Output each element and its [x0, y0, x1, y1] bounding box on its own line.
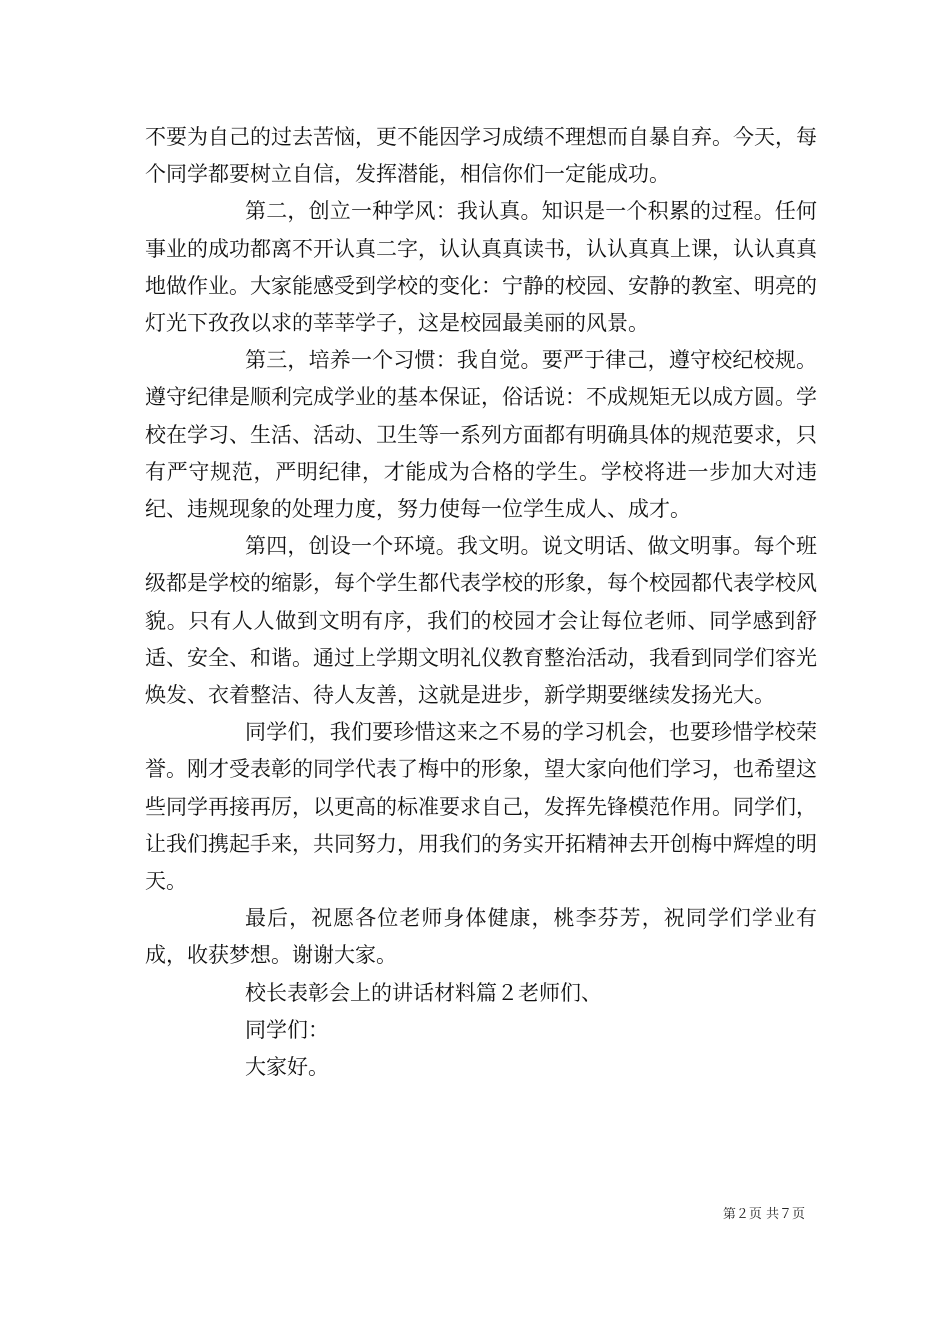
greeting: 大家好。: [245, 1055, 329, 1080]
paragraph-second-point: 第二，创立一种学风：我认真。知识是一个积累的过程。任何事业的成功都离不开认真二字，认认真真读书，认认真真上课，认认真真地做作业。大家能感受到学校的变化：宁静的校园、安静的教室、明亮的灯光下孜孜以求的莘莘学子，这是校园最美丽的风景。: [145, 199, 817, 336]
paragraph-fourth-point: 第四，创设一个环境。我文明。说文明话、做文明事。每个班级都是学校的缩影，每个学生都代表学校的形象，每个校园都代表学校风貌。只有人人做到文明有序，我们的校园才会让每位老师、同学感到舒适、安全、和谐。通过上学期文明礼仪教育整治活动，我看到同学们容光焕发、衣着整洁、待人友善，这就是进步，新学期要继续发扬光大。: [145, 534, 817, 708]
document-body: [145, 119, 817, 1086]
paragraph-appeal: 同学们，我们要珍惜这来之不易的学习机会，也要珍惜学校荣誉。刚才受表彰的同学代表了梅中的形象，望大家向他们学习，也希望这些同学再接再厉，以更高的标准要求自己，发挥先锋模范作用。同学们，让我们携起手来，共同努力，用我们的务实开拓精神去开创梅中辉煌的明天。: [145, 720, 817, 894]
paragraph-third-point: 第三，培养一个习惯：我自觉。要严于律己，遵守校纪校规。遵守纪律是顺利完成学业的基本保证，俗话说：不成规矩无以成方圆。学校在学习、生活、活动、卫生等一系列方面都有明确具体的规范要求，只有严守规范，严明纪律，才能成为合格的学生。学校将进一步加大对违纪、违规现象的处理力度，努力使每一位学生成人、成才。: [145, 348, 817, 522]
paragraph-closing: 最后，祝愿各位老师身体健康，桃李芬芳，祝同学们学业有成，收获梦想。谢谢大家。: [145, 906, 817, 968]
paragraph-continuation: 不要为自己的过去苦恼，更不能因学习成绩不理想而自暴自弃。今天，每个同学都要树立自信，发挥潜能，相信你们一定能成功。: [145, 125, 817, 187]
page-number: 第２页 共７页: [722, 1207, 805, 1222]
section-heading: 校长表彰会上的讲话材料篇２老师们、: [245, 980, 602, 1005]
salutation: 同学们：: [245, 1017, 329, 1042]
